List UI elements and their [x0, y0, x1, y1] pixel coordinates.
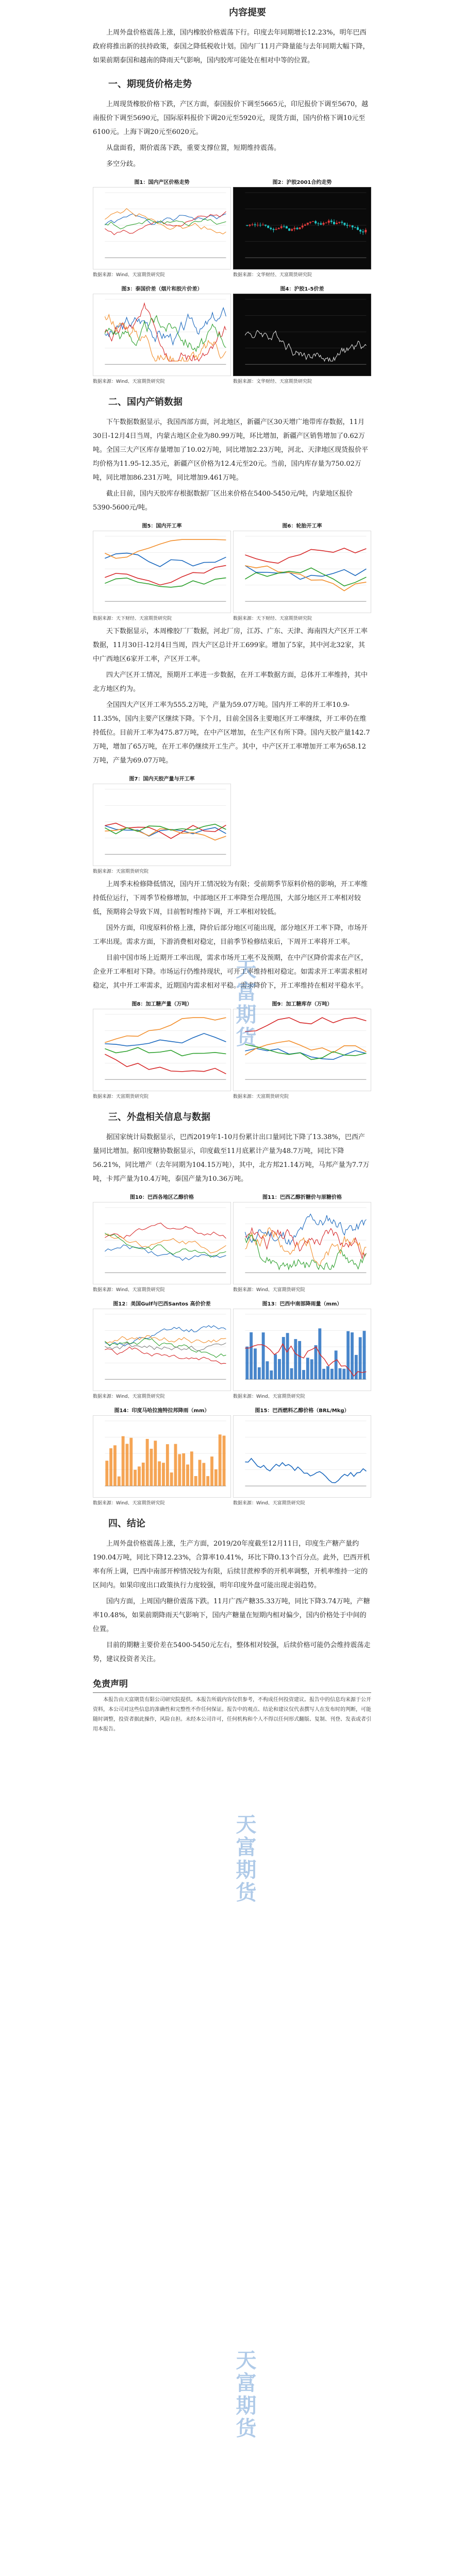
bar — [339, 1368, 342, 1380]
bar — [298, 1341, 301, 1379]
section-2-paragraph: 上周季末检修降低情况，国内开工情况较为有限；受前期季节原料价格的影响，开工率维持低位运行，下周季节检修增加，中部地区开工率降至合理范围，大部分地区开工率相对较低，预期将会导致下周，目前暂时维持下调，开工率相对较低。 — [93, 880, 368, 916]
figure-source: 数据来源：文华财经、天富期货研究院 — [233, 273, 312, 278]
series-line — [105, 1047, 226, 1056]
candle-body — [254, 224, 256, 225]
candle-body — [275, 229, 277, 230]
figure-row — [93, 283, 371, 384]
figure — [233, 520, 371, 621]
candle-body — [364, 230, 367, 232]
page-title: 内容提要 — [229, 7, 266, 18]
bar — [122, 1436, 125, 1486]
series-line — [105, 1033, 226, 1046]
bar — [223, 1436, 226, 1486]
bar — [178, 1454, 181, 1486]
figure-row — [93, 773, 371, 874]
figure-caption: 图9：加工糖库存（万吨） — [272, 1002, 333, 1007]
bar — [142, 1463, 145, 1486]
chart-image — [93, 1415, 231, 1498]
candle-body — [246, 225, 248, 226]
figure-caption: 图12：美国Gulf与巴西Santos 高价价差 — [113, 1301, 211, 1307]
series-line — [105, 1245, 226, 1260]
figure-caption: 图4：沪胶1-5价差 — [280, 286, 324, 292]
figure-caption: 图2：沪胶2001合约走势 — [272, 180, 332, 185]
divider — [93, 1692, 371, 1693]
candle-body — [248, 225, 251, 226]
section-3-paragraph: 据国家统计局数据显示，巴西2019年1-10月份累计出口量同比下降了13.38%，巴西产量同比增加。据印度糖协数据显示，印度截至11月底累计产量为48.7万吨，同比下降56.21%，同比增产（去年同期为104.15万吨），其中，北方邦21.14万吨，马邦产量为7.7万吨，卡邦产量为10.4万吨，泰国产量为10.36万吨。 — [93, 1133, 370, 1183]
candle-body — [346, 225, 349, 226]
figure-source: 数据来源：Wind、天富期货研究院 — [93, 1394, 165, 1399]
series-line — [245, 1041, 366, 1055]
watermark-text: 天富期货 — [233, 2349, 256, 2440]
figure-source: 数据来源：天富期货研究院 — [233, 1094, 289, 1099]
bar — [310, 1359, 313, 1379]
candle-body — [354, 227, 356, 228]
candle-body — [288, 228, 290, 230]
series-line — [105, 214, 226, 225]
section-3-title: 三、外盘相关信息与数据 — [108, 1112, 210, 1123]
figure-source: 数据来源：Wind、天富期货研究院 — [233, 1394, 305, 1399]
bar — [286, 1333, 289, 1379]
bar — [182, 1453, 185, 1486]
bar — [186, 1465, 189, 1486]
bar — [138, 1466, 141, 1486]
candle-body — [317, 223, 319, 224]
candle-body — [272, 229, 274, 230]
candle-body — [357, 227, 359, 230]
bar — [174, 1444, 177, 1486]
candle-body — [312, 221, 314, 222]
candle-body — [280, 226, 283, 228]
figure — [233, 176, 371, 278]
figure — [233, 1298, 371, 1399]
candle-body — [304, 225, 306, 226]
figure-caption: 图3：泰国价差（烟片和胶片价差） — [121, 286, 203, 292]
candle-body — [338, 222, 340, 223]
series-line — [105, 578, 226, 587]
candle-body — [328, 221, 330, 223]
bar — [126, 1444, 129, 1486]
figure — [93, 176, 231, 278]
spread-chart-image — [233, 294, 371, 376]
section-2-paragraph: 全国四大产区开工率为555.2万吨，产量为59.07万吨。国内开工率的开工率10.9-11.35%，国内主要产区继续下降。下个月，目前全国各主要地区开工率继续，开工率仍在维持低位。目前开工率为475.87万吨，在中产区增加，在生产区有所下降。国内天胶产量142.7万吨，增加了65万吨，在开工率仍继续开工生产。其中，中产区开工率增加开工率为658.12万吨，产量为69.07万吨。 — [93, 701, 370, 765]
bar — [282, 1337, 285, 1379]
chart-image — [233, 1202, 371, 1284]
chart-image — [233, 531, 371, 613]
bar — [105, 1461, 108, 1486]
candle-body — [343, 223, 345, 225]
bar — [118, 1477, 121, 1486]
bar — [162, 1463, 165, 1486]
bar — [210, 1456, 213, 1486]
bar — [294, 1339, 297, 1379]
candle-body — [267, 226, 269, 228]
bar — [302, 1370, 305, 1379]
chart-image — [93, 187, 231, 269]
candle-body — [259, 225, 261, 226]
series-line — [105, 1335, 226, 1343]
candle-body — [264, 225, 267, 226]
chart-image — [93, 784, 231, 866]
series-line — [245, 1459, 366, 1483]
section-4-paragraph: 目前的期糖主要价差在5400-5450元左右，整体相对较强，后续价格可能仍会维持震荡走势，建议投资者关注。 — [93, 1641, 371, 1663]
figure-source: 数据来源：天富期货研究院 — [93, 869, 149, 874]
figure — [93, 1404, 231, 1506]
candle-body — [336, 223, 338, 224]
section-4-title: 四、结论 — [108, 1518, 145, 1529]
bar — [166, 1444, 169, 1486]
bar — [113, 1445, 117, 1486]
bar — [219, 1434, 222, 1486]
bar — [198, 1460, 202, 1486]
figure-caption: 图7：国内天胶产量与开工率 — [129, 776, 195, 782]
candle-body — [341, 222, 343, 223]
bar — [359, 1337, 362, 1379]
bar — [290, 1368, 293, 1380]
bar — [266, 1361, 269, 1379]
figure — [93, 283, 231, 384]
bar — [146, 1439, 149, 1486]
bar — [355, 1355, 358, 1379]
series-line — [245, 1048, 366, 1059]
figure-caption: 图1：国内产区价格走势 — [134, 180, 190, 185]
figure-source: 数据来源：Wind、天富期货研究院 — [93, 1287, 165, 1293]
figure-caption: 图10：巴西各地区乙醇价格 — [130, 1195, 194, 1200]
figure-source: 数据来源：Wind、天富期货研究院 — [233, 1501, 305, 1506]
disclaimer-text: 本报告由天富期货有限公司研究院提供。本报告所载内容仅供参考，不构成任何投资建议。报告中的信息均来源于公开资料，本公司对这些信息的准确性和完整性不作任何保证。报告中的观点、结论和建议仅代表撰写人在发布时的判断，可能随时调整，投资者据此操作，风险自担。未经本公司许可，任何机构和个人不得以任何形式翻版、复制、刊登、发表或者引用本报告。 — [93, 1697, 371, 1732]
watermark-text: 天富期货 — [233, 1814, 256, 1904]
candle-body — [302, 226, 304, 227]
chart-image — [233, 1309, 371, 1391]
bar — [278, 1359, 281, 1379]
series-line — [245, 566, 366, 591]
bar — [170, 1472, 173, 1486]
series-line — [105, 1338, 226, 1358]
figure — [93, 998, 231, 1099]
figure-caption: 图6：轮胎开工率 — [282, 523, 322, 529]
figure-source: 数据来源：Wind、天富期货研究院 — [93, 1501, 165, 1506]
series-line — [105, 1018, 226, 1042]
bar — [314, 1345, 318, 1379]
figure-source: 数据来源：天下财经、天富期货研究院 — [93, 616, 172, 621]
bar — [190, 1451, 193, 1486]
figure-source: 数据来源：Wind、天富期货研究院 — [93, 379, 165, 384]
chart-image — [93, 294, 231, 376]
figure-row — [93, 176, 371, 278]
figure-caption: 图11：巴西乙醇折糖价与原糖价格 — [262, 1195, 342, 1200]
candle-body — [320, 223, 322, 224]
bar — [254, 1348, 257, 1379]
series-line — [245, 1018, 366, 1031]
figure-caption: 图14：印度马哈拉施特拉邦降雨（mm） — [114, 1408, 210, 1414]
bar — [322, 1369, 325, 1379]
bar — [274, 1354, 277, 1379]
figure-source: 数据来源：天富期货研究院 — [93, 1094, 149, 1099]
bar — [158, 1461, 161, 1486]
figure-caption: 图5：国内开工率 — [142, 523, 182, 529]
candlestick-chart-image — [233, 187, 371, 269]
section-2-paragraph: 下午数据数据显示，我国西部方面，河北地区，新疆产区30天增广地带库存数据，11月30日-12月4日当周，内蒙古地区企业为80.99万吨，环比增加，新疆产区销售增加了0.62万吨。全国三大产区库存量增加了10.02万吨，同比增加2.23万吨，河北、天津地区现货报价平均价格为11.95-12.35元，新疆产区价格为12.4元至20元。当前，国内库存量为750.02万吨，同比增加86.231万吨，同比增加9.461万吨。 — [93, 418, 369, 482]
figure-row — [93, 1404, 371, 1506]
candle-body — [352, 226, 354, 228]
chart-image — [93, 1009, 231, 1091]
candle-body — [307, 223, 309, 225]
series-line — [105, 308, 226, 344]
series-line — [245, 1044, 366, 1059]
bar — [326, 1366, 329, 1380]
bar — [270, 1370, 273, 1379]
bar — [154, 1440, 157, 1486]
chart-image — [93, 531, 231, 613]
figure-row — [93, 1191, 371, 1293]
candle-body — [309, 222, 311, 223]
figure-source: 数据来源：天下财经、天富期货研究院 — [233, 616, 312, 621]
bar — [214, 1469, 218, 1486]
bar — [262, 1332, 265, 1379]
series-line — [245, 1234, 366, 1269]
figure — [233, 1404, 371, 1506]
watermark-text: 天富期货 — [233, 958, 256, 1049]
section-4-paragraph: 国内方面，上周国内糖价震荡下跌。11月广西产糖35.33万吨，同比下降3.74万吨，产糖率10.48%，如果前期降雨天气影响下，国内产糖量在短期内相对偏少，国内价格处于中间的位置。 — [93, 1598, 370, 1633]
bar — [202, 1463, 205, 1486]
candle-body — [362, 231, 364, 232]
series-line — [105, 1234, 226, 1253]
candle-body — [299, 227, 301, 229]
series-line — [105, 1347, 226, 1364]
bar — [335, 1350, 338, 1379]
chart-image — [233, 1415, 371, 1498]
bar — [206, 1476, 209, 1486]
series-line — [105, 1054, 226, 1074]
bar — [194, 1476, 197, 1486]
section-2-paragraph: 截止目前，国内天胶库存根据数据厂区出来价格在5400-5450元/吨，内蒙地区报价5390-5600元/吨。 — [93, 490, 353, 512]
candle-body — [286, 226, 288, 228]
bar — [330, 1369, 334, 1380]
series-line — [105, 539, 226, 558]
section-1-paragraph: 上周现货橡胶价格下跌，产区方面，泰国报价下调至5665元，印尼报价下调至5670，越南报价下调至5690元，国际原料报价下调20元至5920元，现货方面，国内价格下调10元至6100元。上海下调20元至6020元。 — [93, 100, 369, 136]
chart-image — [93, 1309, 231, 1391]
series-line — [105, 1223, 226, 1239]
section-4-paragraph: 上周外盘价格震荡上涨，生产方面，2019/20年度截至12月11日，印度生产糖产量约190.04万吨，同比下降12.23%，合算率10.41%，环比下降0.13个百分点。此外，巴西开机率有所上调，巴西中南部开榨情况较为有限，后续甘蔗榨季的开机率调整，开机率维持一定的区间内。如果印度出口政策执行力度较强，明年印度外盘可能出现走弱趋势。 — [93, 1540, 370, 1589]
figure — [93, 520, 231, 621]
bar — [346, 1331, 350, 1380]
chart-image — [93, 1202, 231, 1284]
series-line — [105, 212, 226, 235]
candle-body — [323, 223, 325, 225]
candle-body — [278, 228, 280, 229]
series-line — [245, 548, 366, 563]
figure — [93, 1298, 231, 1399]
figure — [93, 1191, 231, 1293]
figure-caption: 图13：巴西中南部降雨量（mm） — [262, 1301, 342, 1307]
section-2-paragraph: 四大产区开工情况，预期开工率进一步数据，在开工率数据方面，总体开工率维持，其中北方地区约为。 — [93, 671, 368, 693]
series-line — [105, 553, 226, 567]
candle-body — [359, 230, 361, 231]
bar — [342, 1369, 345, 1380]
candle-body — [314, 221, 317, 223]
figure — [233, 1191, 371, 1293]
section-2-paragraph: 天下数据显示，本周橡胶厂厂数据，河北厂房，江苏、广东、天津、海南四大产区开工率数据，11月30日-12月4日当周，四大产区总计开工699家。增加了5家，其中河北32家，其中广西地区6家开工率，产区开工率。 — [93, 628, 368, 663]
section-2-paragraph: 国外方面，印度原料价格上涨，降价后部分地区可能出现，部分地区开工率下降，市场开工率出现。需求方面，下游消费相对稳定，目前季节检修结束后，下周开工率将开工率。 — [93, 924, 368, 946]
bar — [109, 1448, 112, 1486]
figure-caption: 图15：巴西燃料乙醇价格（BRL/Mkg） — [255, 1408, 350, 1414]
candle-body — [330, 221, 333, 222]
figure-source: 数据来源：文华财经、天富期货研究院 — [233, 379, 312, 384]
section-2-paragraph: 目前中国市场上近期开工率出现，需求市场开工率不及预期，在中产区降价需求在产区，企业开工率相对下降。市场运行仍维持现状，可开工率维持相对稳定。如需求开工率需求相对稳定，其中开工率需求，近期国内需求相对平稳。需求降价下，开工率维持在相对平稳水平。 — [93, 954, 368, 990]
section-1-title: 一、期现货价格走势 — [108, 79, 192, 90]
bar — [250, 1332, 253, 1379]
figure-row — [93, 520, 371, 621]
intro-paragraph: 上周外盘价格震荡上涨，国内橡胶价格震荡下行。印度去年同期增长12.23%，明年巴西政府将推出新的扶持政策，泰国之降低税收计划。国内厂11月产降量能与去年同期大幅下降，如果前期泰国和越南的降雨天气影响，国内胶库可能处在相对中等的位置。 — [93, 29, 370, 64]
disclaimer-title: 免责声明 — [93, 1679, 128, 1689]
section-2-title: 二、国内产销数据 — [108, 397, 183, 408]
candle-body — [270, 228, 272, 229]
candle-body — [257, 225, 259, 226]
series-line — [245, 330, 366, 361]
bar — [134, 1470, 137, 1486]
candle-body — [333, 222, 335, 224]
candle-body — [291, 229, 293, 231]
figure-source: 数据来源：Wind、天富期货研究院 — [93, 273, 165, 278]
bar — [150, 1449, 153, 1486]
bar — [306, 1358, 309, 1379]
section-1-paragraph: 多空分歧。 — [106, 160, 140, 168]
figure — [93, 773, 231, 874]
figure-caption: 图8：加工糖产量（万吨） — [131, 1002, 192, 1007]
candle-body — [252, 224, 254, 225]
bar — [258, 1367, 261, 1379]
section-1-paragraph: 从盘面看，期价震荡下跌，重要支撑位置，短期维持震荡。 — [106, 144, 281, 152]
candle-body — [293, 228, 295, 229]
figure-row — [93, 1298, 371, 1399]
candle-body — [296, 228, 298, 229]
bar — [245, 1347, 248, 1380]
figure — [233, 283, 371, 384]
figure-source: 数据来源：Wind、天富期货研究院 — [233, 1287, 305, 1293]
candle-body — [283, 226, 285, 227]
bar — [129, 1438, 132, 1486]
